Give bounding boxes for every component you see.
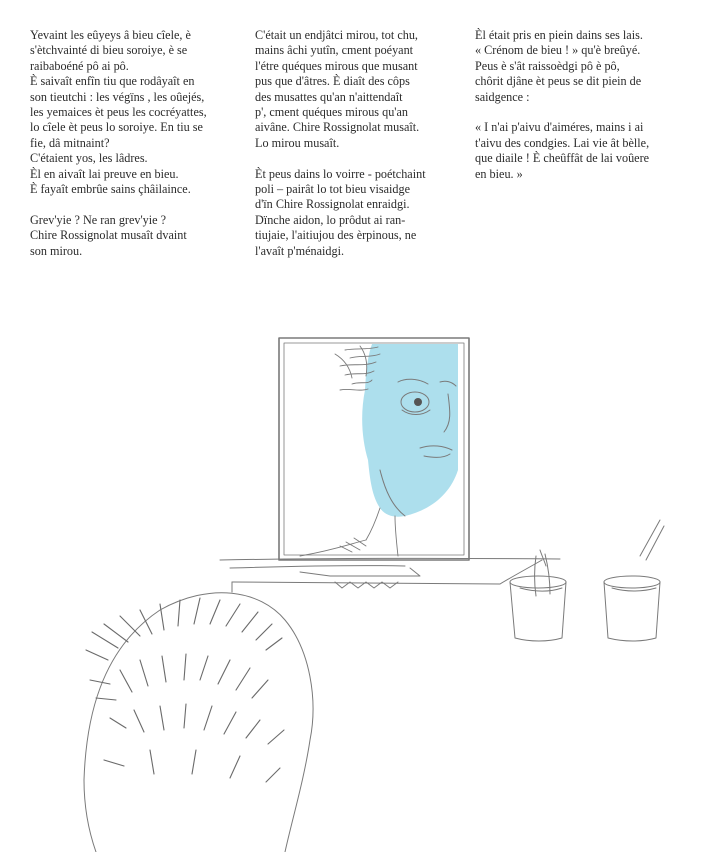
reflection-neck: [300, 508, 398, 556]
text-line: È saivaît enfîn tiu que rodâyaît en: [30, 74, 195, 89]
head-back: [84, 593, 313, 852]
text-line: en bieu. »: [475, 166, 523, 181]
text-line: Yevaint les eûyeys â bieu cîele, è: [30, 28, 191, 42]
text-column-2: [255, 28, 465, 259]
text-line: tiujaie, l'aitiujou des èrpinous, ne: [255, 228, 417, 243]
text-line: Lo mirou musaît.: [255, 135, 340, 150]
glasses: [510, 520, 664, 641]
text-line: Èl en aivaît lai preuve en bieu.: [30, 166, 179, 181]
paragraph-gap: [475, 105, 690, 120]
text-line: son tieutchi : les végïns , les oûejés,: [30, 89, 205, 104]
text-line: chôrit djâne èt peus se dit piein de: [475, 74, 642, 89]
text-line: Èt peus dains lo voirre - poétchaint: [255, 166, 426, 181]
text-line: aivâne. Chire Rossignolat musaît.: [255, 120, 420, 135]
mirror-face-tint: [362, 344, 458, 517]
text-line: Grev'yie ? Ne ran grev'yie ?: [30, 212, 167, 227]
text-line: saidgence :: [475, 89, 530, 104]
text-line: Dïnche aidon, lo prôdut ai ran-: [255, 212, 406, 227]
text-column-1: [30, 28, 240, 259]
text-line: Èl était pris en piein dains ses lais.: [475, 28, 643, 42]
text-line: mains âchi yutîn, cment poéyant: [255, 43, 414, 58]
text-line: C'étaient yos, les lâdres.: [30, 151, 148, 166]
text-line: son mirou.: [30, 243, 83, 258]
paragraph-gap: [30, 197, 240, 212]
shelf: [220, 558, 560, 592]
text-line: poli – pairât lo tot bieu visaidge: [255, 182, 411, 197]
text-line: que diaile ! È cheûffât de lai voûere: [475, 151, 650, 166]
text-line: p', cment quéques mirous qu'an: [255, 105, 408, 120]
text-line: les yemaices èt peus les cocréyattes,: [30, 105, 207, 120]
text-line: È fayaît embrûe sains çhâilaince.: [30, 182, 191, 197]
mirror: [279, 338, 469, 560]
text-line: des musattes qu'an n'aittendaît: [255, 89, 403, 104]
text-line: lo cîele èt peus lo soroiye. En tiu se: [30, 120, 203, 135]
pencil-illustration: [0, 320, 707, 852]
paragraph-gap: [255, 151, 465, 166]
text-line: Peus è s'ât raissoèdgi pô è pô,: [475, 58, 620, 73]
text-line: t'aivu des condgies. Lai vie ât bèlle,: [475, 135, 650, 150]
text-line: « I n'ai p'aivu d'aiméres, mains i ai: [475, 120, 644, 135]
text-line: s'ètchvainté di bieu soroiye, è se: [30, 43, 188, 58]
text-line: C'était un endjâtci mirou, tot chu,: [255, 28, 418, 42]
text-line: fie, dâ mitnaint?: [30, 135, 110, 150]
text-line: l'étre quéques mirous que musant: [255, 58, 418, 73]
text-line: d'ïn Chire Rossignolat enraidgi.: [255, 197, 410, 212]
text-line: pus que d'âtres. È diaît des côps: [255, 74, 410, 89]
text-line: l'avaît p'ménaidgi.: [255, 243, 345, 258]
text-line: « Crénom de bieu ! » qu'è breûyé.: [475, 43, 641, 58]
text-column-3: [475, 28, 690, 182]
text-line: raibaboéné pô ai pô.: [30, 58, 129, 73]
text-line: Chire Rossignolat musaît dvaint: [30, 228, 187, 243]
